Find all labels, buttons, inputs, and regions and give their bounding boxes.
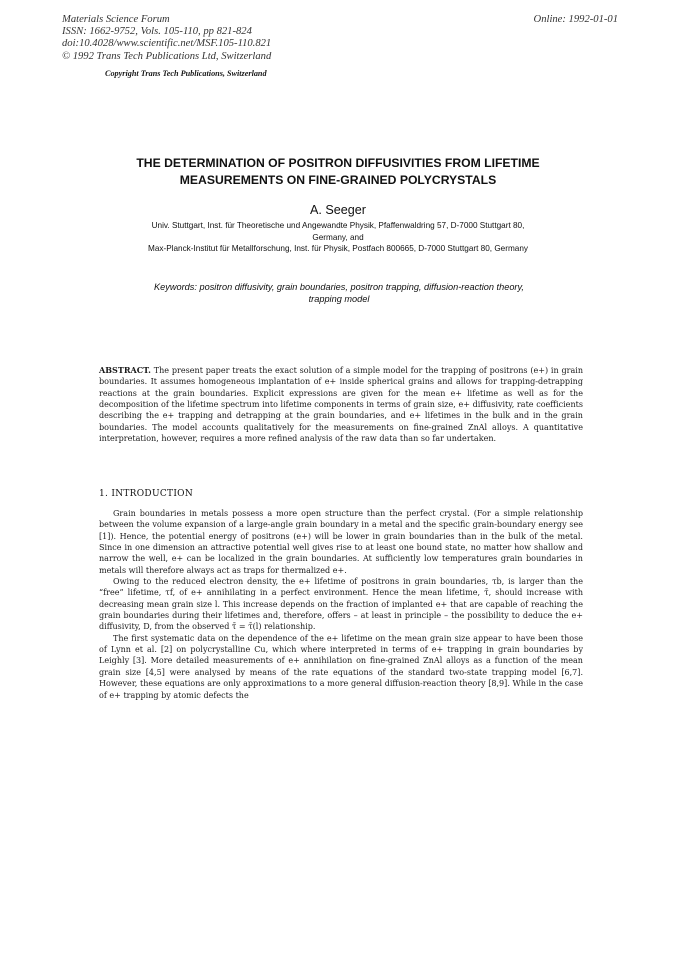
paper-title (78, 155, 598, 188)
keywords (108, 282, 570, 306)
keywords-line-2: trapping model (308, 293, 370, 304)
abstract (99, 365, 583, 444)
journal-header (62, 14, 271, 63)
author-name: A. Seeger (309, 203, 366, 217)
affiliation-1-line-1: Univ. Stuttgart, Inst. für Theoretische und Angewandte Physik, Pfaffenwaldring 57, D-7000 Stuttgart 80, (151, 221, 525, 230)
paragraph: Owing to the reduced electron density, the e+ lifetime of positrons in grain boundaries, τb, is larger than the “free” lifetime, τf, of e+ annihilating in a perfect environment. Hence the mean lifetime, τ̄, should increase with decreasing mean grain size l. This increase depends on the fraction of implanted e+ that are capable of reaching the grain boundaries during their lifetimes and, therefore, offers – at least in principle – the possibility to deduce the e+ diffusivity, D, from the observed τ̄ = τ̄(l) relationship. (99, 577, 583, 632)
publisher-line: © 1992 Trans Tech Publications Ltd, Switzerland (62, 50, 272, 62)
copyright-notice: Copyright Trans Tech Publications, Switzerland (105, 69, 267, 78)
paragraph: Grain boundaries in metals possess a more open structure than the perfect crystal. (For a simple relationship between the volume expansion of a large-angle grain boundary in a metal and the specific grain-boundary energy see [1]). Hence, the potential energy of positrons (e+) will be lower in grain boundaries than in the bulk of the metal. Since in one dimension an attractive potential well gives rise to at least one bound state, no matter how shallow and narrow the well, e+ can be localized in the grain boundaries. At sufficiently low temperatures grain boundaries in metals will therefore always act as traps for thermalized e+. (99, 509, 583, 575)
title-line-1: THE DETERMINATION OF POSITRON DIFFUSIVITIES FROM LIFETIME (136, 156, 540, 170)
affiliation-2: Max-Planck-Institut für Metallforschung, Inst. für Physik, Postfach 800665, D-7000 Stuttgart 80, Germany (148, 244, 528, 253)
abstract-text: The present paper treats the exact solution of a simple model for the trapping of positrons (e+) in grain boundaries. It assumes homogeneous implantation of e+ inside spherical grains and allows for trapping-detrapping reactions at the grain boundaries. Explicit expressions are given for the mean e+ lifetime as well as for the decomposition of the lifetime spectrum into lifetime components in terms of grain size, e+ diffusivity, rate coefficients describing the e+ trapping and detrapping at the grain boundaries, and e+ lifetimes in the bulk and in the grain boundaries. The model accounts qualitatively for the measurements on fine-grained ZnAl alloys. A quantitative interpretation, however, requires a more refined analysis of the raw data than so far undertaken. (99, 366, 584, 444)
paragraph: The first systematic data on the dependence of the e+ lifetime on the mean grain size appear to have been those of Lynn et al. [2] on polycrystalline Cu, which where interpreted in terms of e+ trapping in grain boundaries by Leighly [3]. More detailed measurements of e+ annihilation on fine-grained ZnAl alloys as a function of the mean grain size [4,5] were analysed by means of the rate equations of the standard two-state trapping model [6,7]. However, these equations are only approximations to a more general diffusion-reaction theory [8,9]. While in the case of e+ trapping by atomic defects the (99, 633, 583, 700)
online-date: Online: 1992-01-01 (533, 14, 618, 25)
section-body (99, 508, 583, 701)
section-heading: 1. INTRODUCTION (99, 489, 194, 499)
affiliation-1-line-2: Germany, and (312, 232, 364, 242)
keywords-line-1: Keywords: positron diffusivity, grain boundaries, positron trapping, diffusion-reaction theory, (154, 282, 524, 292)
issn-line: ISSN: 1662-9752, Vols. 105-110, pp 821-824 (62, 26, 252, 38)
journal-name: Materials Science Forum (62, 14, 170, 25)
title-line-2: MEASUREMENTS ON FINE-GRAINED POLYCRYSTALS (179, 172, 497, 187)
doi-line: doi:10.4028/www.scientific.net/MSF.105-110.821 (62, 38, 272, 50)
abstract-label: ABSTRACT. (99, 365, 151, 375)
affiliation-1 (78, 220, 598, 243)
